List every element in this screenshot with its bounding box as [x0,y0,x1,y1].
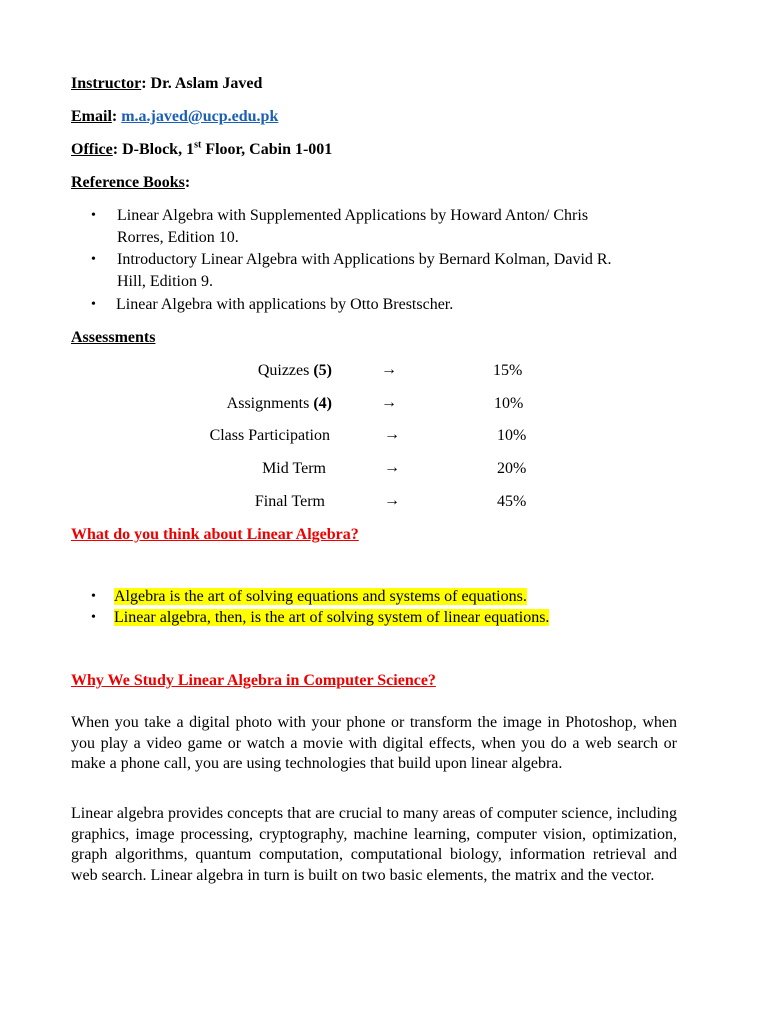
highlighted-point-1-text: Algebra is the art of solving equations and systems of equations. [114,588,527,605]
reference-book-3-line1: Linear Algebra with applications by Otto Brestscher. [116,296,454,313]
assessment-percent: 20% [497,460,527,477]
email-line [71,108,278,126]
reference-book-1-line1: Linear Algebra with Supplemented Applications by Howard Anton/ Chris [117,207,589,224]
assessment-name: Assignments [226,395,310,412]
assessment-name: Quizzes [257,362,310,379]
bullet-icon: • [91,208,96,223]
arrow-right-icon: → [384,492,400,509]
reference-books-heading [71,174,190,192]
office-sup: st [194,139,202,151]
arrow-right-icon: → [384,459,400,476]
reference-book-2-line2: Hill, Edition 9. [117,273,213,290]
question-heading: What do you think about Linear Algebra? [71,526,359,543]
assessment-row-quizzes [258,362,332,380]
email-label: Email [71,108,112,125]
instructor-value: Dr. Aslam Javed [146,75,263,92]
assessment-count: (5) [309,362,332,379]
bullet-icon: • [91,589,96,604]
instructor-colon: : [141,75,147,92]
arrow-right-icon: → [384,426,400,443]
office-label: Office [71,141,113,158]
office-line [71,141,332,159]
assessment-name: Class Participation [209,427,330,444]
assessment-row-assignments [227,395,332,413]
office-value-a: D-Block, 1 [118,141,195,158]
reference-books-colon: : [184,174,191,191]
bullet-icon: • [91,610,96,625]
assessment-row-final-term [255,493,325,511]
reference-books-label: Reference Books [71,174,185,191]
assessment-percent: 10% [497,427,527,444]
paragraph-1: When you take a digital photo with your phone or transform the image in Photoshop, when you play a video game or watch a movie with digital effects, when you do a web search or make a phone call, you are using technologies that build upon linear algebra. [71,714,677,773]
bullet-icon: • [91,252,96,267]
reference-book-2-line1: Introductory Linear Algebra with Applications by Bernard Kolman, David R. [117,251,612,268]
assessments-heading: Assessments [71,329,156,346]
office-value-b: Floor, Cabin 1-001 [201,141,333,158]
assessment-percent: 15% [493,362,523,379]
office-colon: : [112,141,119,158]
arrow-right-icon: → [381,394,397,411]
reference-book-1-line2: Rorres, Edition 10. [117,229,239,246]
assessment-row-mid-term [262,460,326,478]
assessment-percent: 10% [494,395,524,412]
assessment-name: Final Term [254,493,325,510]
arrow-right-icon: → [381,361,397,378]
why-heading: Why We Study Linear Algebra in Computer Science? [71,672,436,689]
paragraph-2: Linear algebra provides concepts that are crucial to many areas of computer science, including graphics, image processing, cryptography, machine learning, computer vision, optimization, graph algorithms, quantum computation, computational biology, information retrieval and web search. Linear algebra in turn is built on two basic elements, the matrix and the vector. [71,805,677,885]
highlighted-point-2 [114,609,549,627]
instructor-label: Instructor [71,75,142,92]
email-colon: : [111,108,118,125]
bullet-icon: • [91,297,96,312]
instructor-line [71,75,262,93]
assessment-count: (4) [309,395,332,412]
assessment-name: Mid Term [262,460,326,477]
highlighted-point-2-text: Linear algebra, then, is the art of solving system of linear equations. [114,609,550,626]
email-link[interactable]: m.a.javed@ucp.edu.pk [121,108,279,125]
highlighted-point-1 [114,588,527,606]
assessment-row-class-participation [210,427,330,445]
assessment-percent: 45% [497,493,527,510]
